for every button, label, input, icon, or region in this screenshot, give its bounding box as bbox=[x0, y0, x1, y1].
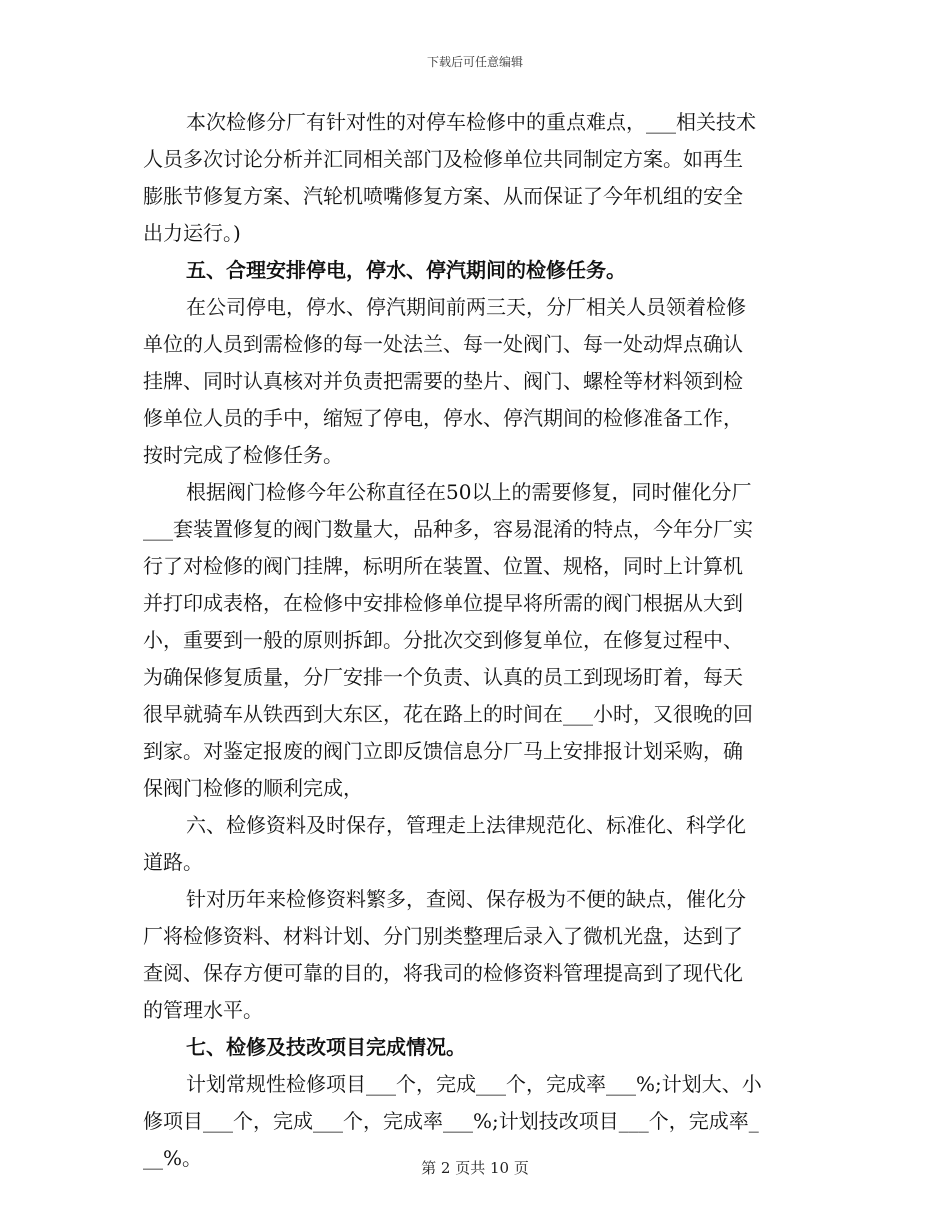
text-line: 的管理水平。 bbox=[143, 998, 263, 1022]
paragraph-start-line: 根据阀门检修今年公称直径在50以上的需要修复，同时催化分厂 bbox=[186, 480, 752, 504]
text-line: 保阀门检修的顺利完成， bbox=[143, 776, 363, 800]
paragraph-start-line: 计划常规性检修项目___个，完成___个，完成率___%;计划大、小 bbox=[186, 1072, 762, 1096]
paragraph-start-line: 针对历年来检修资料繁多，查阅、保存极为不便的缺点，催化分 bbox=[186, 887, 746, 911]
text-line: 很早就骑车从铁西到大东区，花在路上的时间在___小时，又很晚的回 bbox=[143, 702, 753, 726]
text-line: 为确保修复质量，分厂安排一个负责、认真的员工到现场盯着，每天 bbox=[143, 665, 743, 689]
text-line: 按时完成了检修任务。 bbox=[143, 443, 343, 467]
text-line: 查阅、保存方便可靠的目的，将我司的检修资料管理提高到了现代化 bbox=[143, 961, 743, 985]
text-line: 行了对检修的阀门挂牌，标明所在装置、位置、规格，同时上计算机 bbox=[143, 554, 743, 578]
text-line: 修项目___个，完成___个，完成率___%;计划技改项目___个，完成率_ bbox=[143, 1109, 759, 1133]
paragraph-start-line: 本次检修分厂有针对性的对停车检修中的重点难点，___相关技术 bbox=[186, 110, 756, 134]
text-line: 人员多次讨论分析并汇同相关部门及检修单位共同制定方案。如再生 bbox=[143, 147, 743, 171]
section-heading: 七、检修及技改项目完成情况。 bbox=[186, 1035, 466, 1059]
section-heading: 五、合理安排停电，停水、停汽期间的检修任务。 bbox=[186, 258, 626, 282]
text-line: 厂将检修资料、材料计划、分门别类整理后录入了微机光盘，达到了 bbox=[143, 924, 743, 948]
text-line: 挂牌、同时认真核对并负责把需要的垫片、阀门、螺栓等材料领到检 bbox=[143, 369, 743, 393]
text-line: 道路。 bbox=[143, 850, 203, 874]
text-line: 并打印成表格，在检修中安排检修单位提早将所需的阀门根据从大到 bbox=[143, 591, 743, 615]
page-header: 下载后可任意编辑 bbox=[426, 55, 523, 69]
text-line: 修单位人员的手中，缩短了停电，停水、停汽期间的检修准备工作， bbox=[143, 406, 743, 430]
document-body bbox=[143, 104, 807, 1177]
paragraph-start-line: 在公司停电，停水、停汽期间前两三天，分厂相关人员领着检修 bbox=[186, 295, 746, 319]
page-footer: 第 2 页共 10 页 bbox=[421, 1159, 529, 1177]
text-line: 到家。对鉴定报废的阀门立即反馈信息分厂马上安排报计划采购，确 bbox=[143, 739, 743, 763]
paragraph-start-line: 六、检修资料及时保存，管理走上法律规范化、标准化、科学化 bbox=[186, 813, 746, 837]
text-line: 膨胀节修复方案、汽轮机喷嘴修复方案、从而保证了今年机组的安全 bbox=[143, 184, 743, 208]
text-line: ___套装置修复的阀门数量大，品种多，容易混淆的特点，今年分厂实 bbox=[143, 517, 753, 541]
text-line: 单位的人员到需检修的每一处法兰、每一处阀门、每一处动焊点确认 bbox=[143, 332, 743, 356]
text-line: 小，重要到一般的原则拆卸。分批次交到修复单位，在修复过程中、 bbox=[143, 628, 743, 652]
text-line: 出力运行。) bbox=[143, 221, 241, 245]
text-line: __%。 bbox=[143, 1146, 203, 1170]
